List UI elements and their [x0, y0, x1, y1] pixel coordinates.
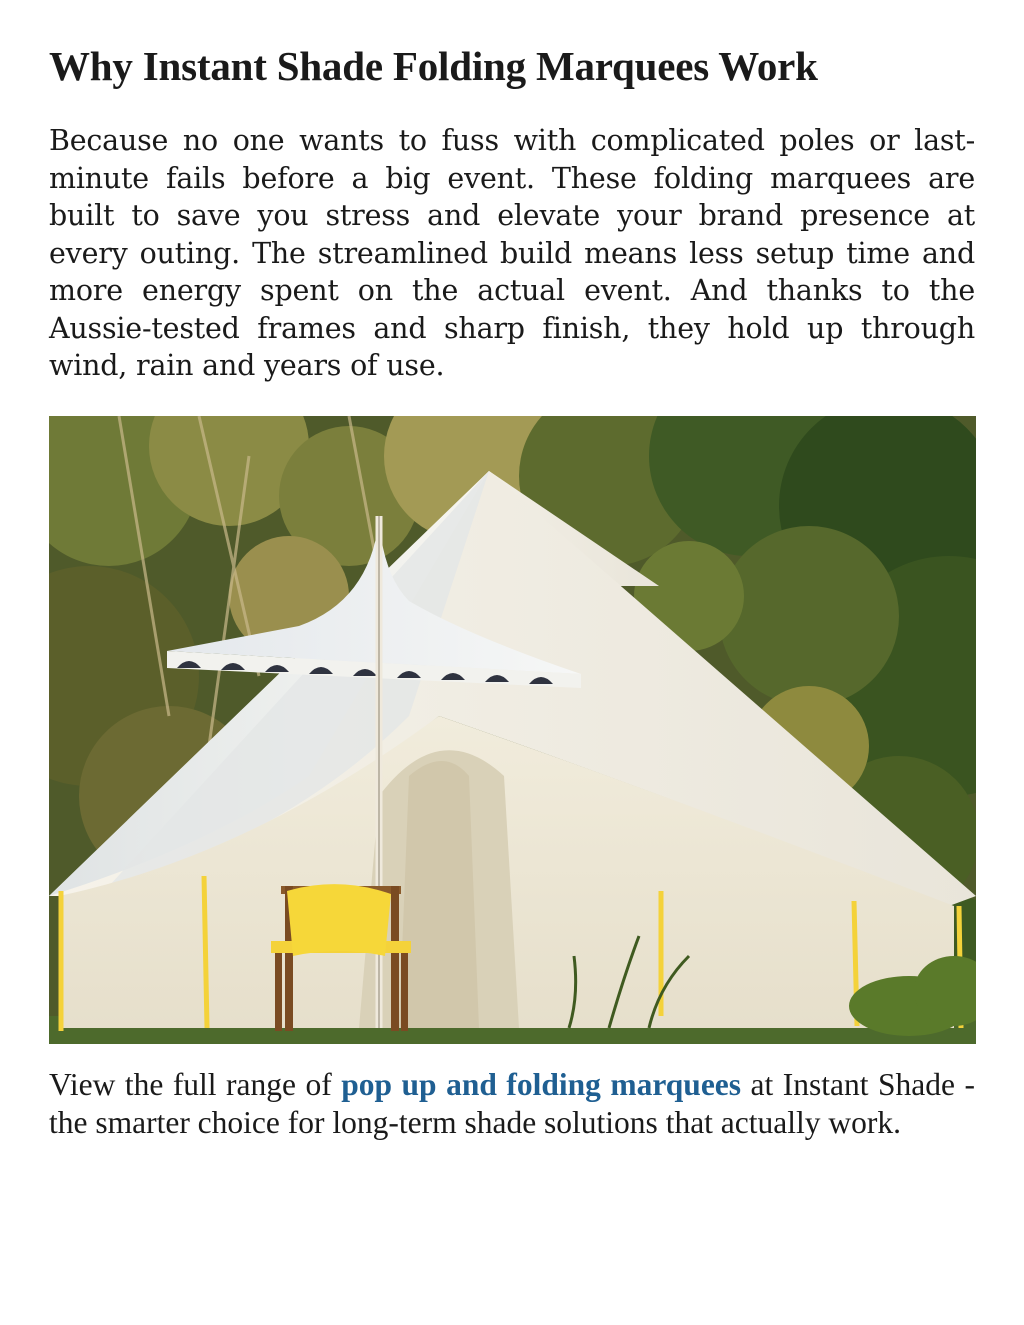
intro-paragraph: Because no one wants to fuss with complicated poles or last-minute fails before a big event. These folding marquees are built to save you stress and elevate your brand presence at every outing. The streamlined build means less setup time and more energy spent on the actual event. And thanks to the Aussie-tested frames and sharp finish, they hold up through wind, rain and years of use. [49, 124, 975, 382]
page-title: Why Instant Shade Folding Marquees Work [49, 43, 818, 89]
closing-paragraph [49, 1066, 975, 1142]
closing-text-after: at Instant Shade - the smarter choice for long-term shade solutions that actually work. [49, 1067, 975, 1140]
marquees-range-link[interactable]: pop up and folding marquees [341, 1067, 742, 1102]
bell-tent-photo [49, 416, 976, 1044]
closing-text-before: View the full range of [49, 1067, 342, 1102]
